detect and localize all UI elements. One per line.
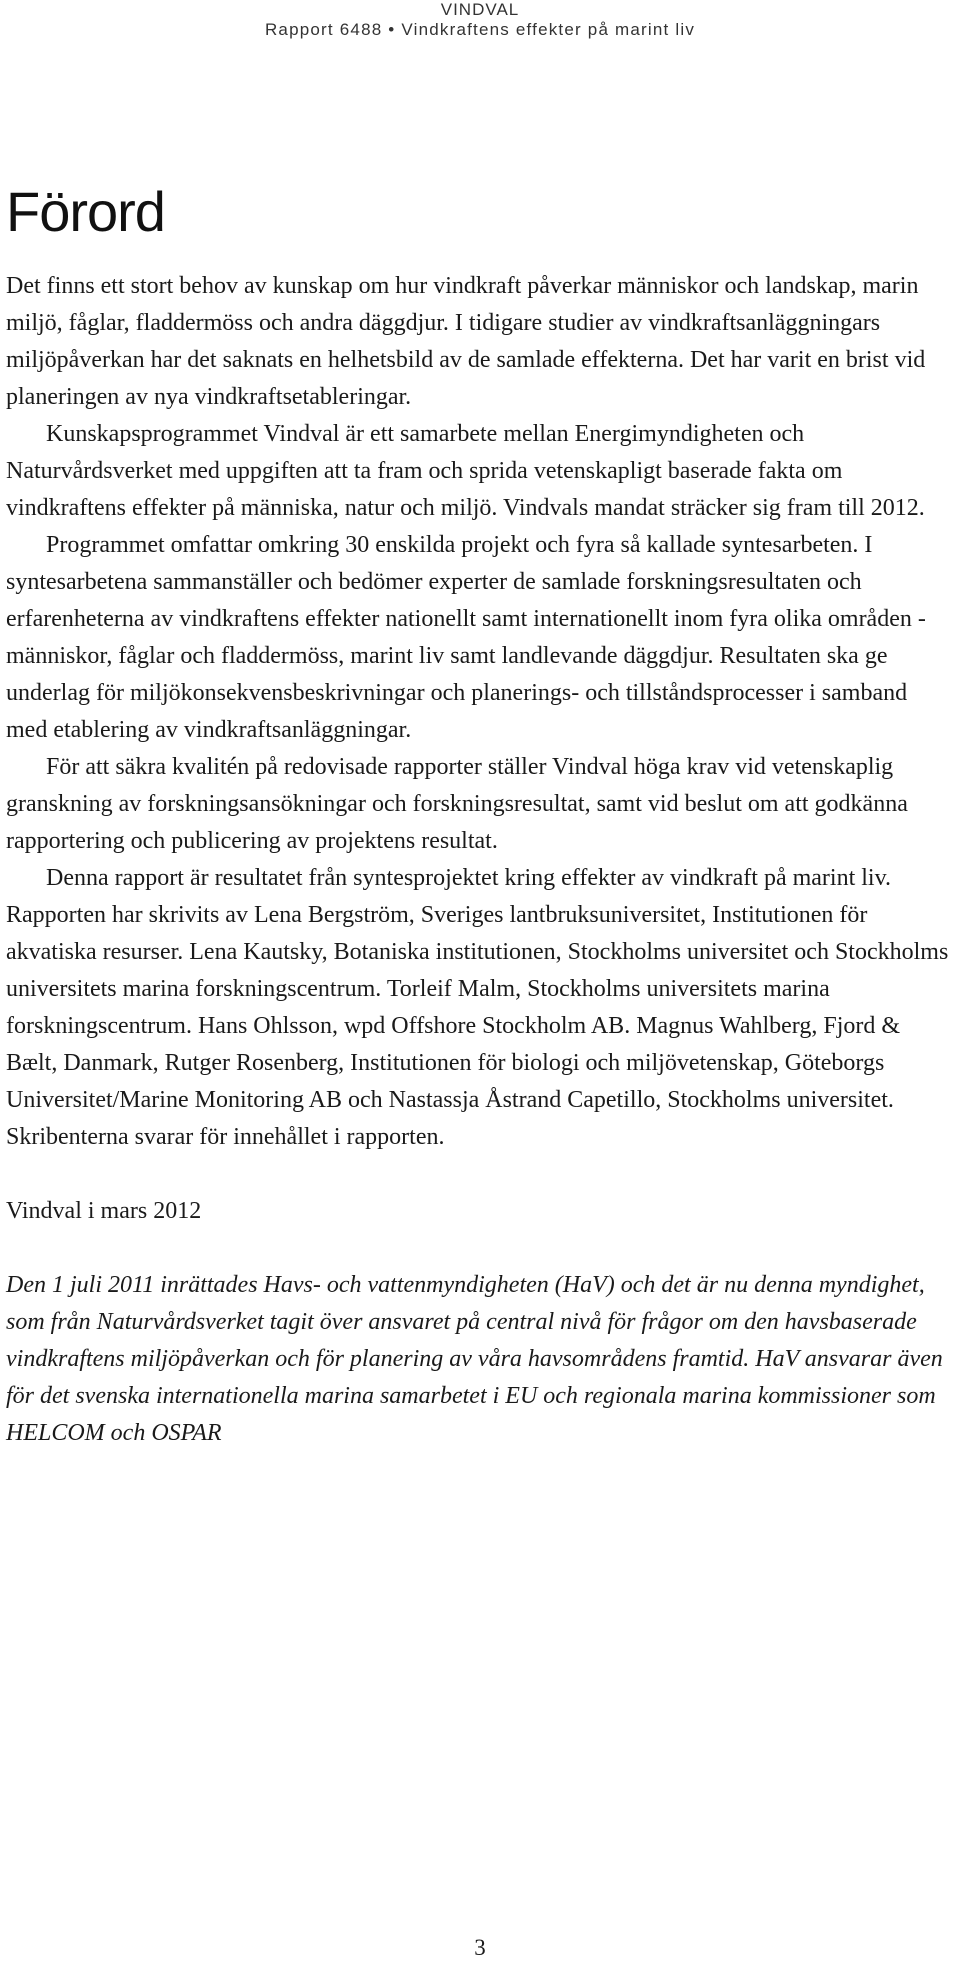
paragraph-synthesis: Programmet omfattar omkring 30 enskilda projekt och fyra så kallade syntesarbeten. I syntesarbetena sammanställer och bedömer experter de samlade forskningsresultaten och erfarenheterna av vindkraftens effekter nationellt samt internationellt inom fyra olika områden - människor, fåglar och fladdermöss, marint liv samt landlevande däggdjur. Resultaten ska ge underlag för miljökonsekvensbeskrivningar och planerings- och tillståndsprocesser i samband med etablering av vindkraftsanläggningar.: [6, 532, 926, 743]
paragraph-intro: Det finns ett stort behov av kunskap om hur vindkraft påverkar människor och landskap, marin miljö, fåglar, fladdermöss och andra däggdjur. I tidigare studier av vindkraftsanläggningars miljöpåverkan har det saknats en helhetsbild av de samlade effekterna. Det har varit en brist vid planeringen av nya vindkraftsetableringar.: [6, 273, 926, 410]
header-series: VINDVAL: [440, 0, 520, 19]
paragraph-program: Kunskapsprogrammet Vindval är ett samarbete mellan Energimyndigheten och Naturvårdsverket med uppgiften att ta fram och sprida vetenskapligt baserade fakta om vindkraftens effekter på människa, natur och miljö. Vindvals mandat sträcker sig fram till 2012.: [6, 421, 925, 521]
page-title: Förord: [6, 180, 165, 243]
paragraph-quality: För att säkra kvalitén på redovisade rapporter ställer Vindval höga krav vid vetenskaplig granskning av forskningsansökningar och forskningsresultat, samt vid beslut om att godkänna rapportering och publicering av projektens resultat.: [6, 754, 908, 854]
body-text: [6, 268, 951, 1452]
page-number: 3: [474, 1935, 486, 1960]
closing-signature: Vindval i mars 2012: [6, 1198, 202, 1224]
header-report-line: Rapport 6488 • Vindkraftens effekter på marint liv: [264, 20, 696, 39]
italic-note: Den 1 juli 2011 inrättades Havs- och vattenmyndigheten (HaV) och det är nu denna myndighet, som från Naturvårdsverket tagit över ansvaret på central nivå för frågor om den havsbaserade vindkraftens miljöpåverkan och för planering av våra havsområdens framtid. HaV ansvarar även för det svenska internationella marina samarbetet i EU och regionala marina kommissioner som HELCOM och OSPAR: [6, 1272, 943, 1446]
paragraph-authors: Denna rapport är resultatet från syntesprojektet kring effekter av vindkraft på marint liv. Rapporten har skrivits av Lena Bergström, Sveriges lantbruksuniversitet, Institutionen för akvatiska resurser. Lena Kautsky, Botaniska institutionen, Stockholms universitet och Stockholms universitets marina forskningscentrum. Torleif Malm, Stockholms universitets marina forskningscentrum. Hans Ohlsson, wpd Offshore Stockholm AB. Magnus Wahlberg, Fjord & Bælt, Danmark, Rutger Rosenberg, Institutionen för biologi och miljövetenskap, Göteborgs Universitet/Marine Monitoring AB och Nastassja Åstrand Capetillo, Stockholms universitet. Skribenterna svarar för innehållet i rapporten.: [6, 865, 949, 1150]
running-header: [0, 0, 960, 40]
